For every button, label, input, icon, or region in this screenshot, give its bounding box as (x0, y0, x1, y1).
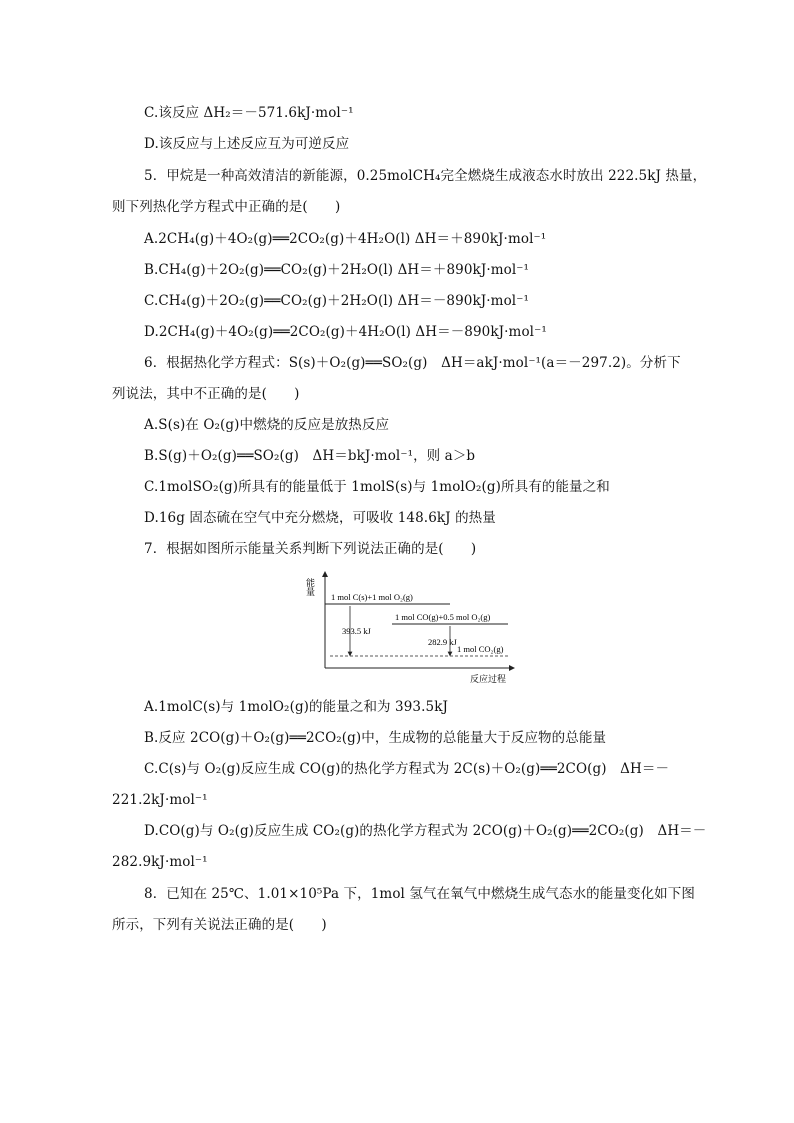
q6-stem-line2: 列说法，其中不正确的是( ) (112, 386, 300, 402)
q5-option-d: D.2CH₄(g)＋4O₂(g)══2CO₂(g)＋4H₂O(l) ΔH＝－890kJ·mol⁻¹ (144, 324, 547, 340)
q6-option-b: B.S(g)＋O₂(g)══SO₂(g) ΔH＝bkJ·mol⁻¹，则 a＞b (144, 448, 476, 464)
q8-stem-line1: 8．已知在 25℃、1.01×10⁵Pa 下，1mol 氢气在氧气中燃烧生成气态水的能量变化如下图 (144, 886, 695, 902)
q7-stem: 7．根据如图所示能量关系判断下列说法正确的是( ) (144, 541, 477, 557)
q6-stem-line1: 6．根据热化学方程式：S(s)＋O₂(g)══SO₂(g) ΔH＝akJ·mol⁻¹(a＝－297.2)。分析下 (144, 355, 681, 371)
level-bottom-label: 1 mol CO₂(g) (457, 644, 504, 654)
q7-option-c-line1: C.C(s)与 O₂(g)反应生成 CO(g)的热化学方程式为 2C(s)＋O₂(g)══2CO(g) ΔH＝－ (144, 761, 670, 777)
q5-stem-line2: 则下列热化学方程式中正确的是( ) (112, 199, 341, 215)
delta-2-label: 282.9 kJ (428, 637, 457, 647)
q6-option-a: A.S(s)在 O₂(g)中燃烧的反应是放热反应 (144, 417, 390, 433)
energy-level-diagram (300, 568, 520, 686)
x-axis-label: 反应过程 (470, 674, 507, 684)
q7-option-b: B.反应 2CO(g)＋O₂(g)══2CO₂(g)中，生成物的总能量大于反应物的总能量 (144, 730, 607, 746)
q5-stem-line1: 5．甲烷是一种高效清洁的新能源，0.25molCH₄完全燃烧生成液态水时放出 222.5kJ 热量， (144, 168, 707, 184)
q5-option-c: C.CH₄(g)＋2O₂(g)══CO₂(g)＋2H₂O(l) ΔH＝－890kJ·mol⁻¹ (144, 293, 529, 309)
level-top-label: 1 mol C(s)+1 mol O₂(g) (331, 592, 413, 602)
y-axis-label: 能量 (305, 578, 315, 596)
q5-option-a: A.2CH₄(g)＋4O₂(g)══2CO₂(g)＋4H₂O(l) ΔH＝＋890kJ·mol⁻¹ (144, 231, 547, 247)
q8-stem-line2: 所示，下列有关说法正确的是( ) (112, 917, 327, 933)
q4-option-d: D.该反应与上述反应互为可逆反应 (144, 136, 350, 152)
q5-option-b: B.CH₄(g)＋2O₂(g)══CO₂(g)＋2H₂O(l) ΔH＝＋890kJ·mol⁻¹ (144, 262, 530, 278)
delta-1-label: 393.5 kJ (342, 626, 371, 636)
q7-option-d-line1: D.CO(g)与 O₂(g)反应生成 CO₂(g)的热化学方程式为 2CO(g)＋O₂(g)══2CO₂(g) ΔH＝－ (144, 823, 707, 839)
q7-option-c-line2: 221.2kJ·mol⁻¹ (112, 792, 208, 808)
q7-option-a: A.1molC(s)与 1molO₂(g)的能量之和为 393.5kJ (144, 699, 448, 715)
q4-option-c: C.该反应 ΔH₂＝－571.6kJ·mol⁻¹ (144, 105, 354, 121)
q6-option-c: C.1molSO₂(g)所具有的能量低于 1molS(s)与 1molO₂(g)所具有的能量之和 (144, 479, 610, 495)
q6-option-d: D.16g 固态硫在空气中充分燃烧，可吸收 148.6kJ 的热量 (144, 510, 496, 526)
level-mid-label: 1 mol CO(g)+0.5 mol O₂(g) (395, 612, 491, 622)
q7-option-d-line2: 282.9kJ·mol⁻¹ (112, 854, 208, 870)
